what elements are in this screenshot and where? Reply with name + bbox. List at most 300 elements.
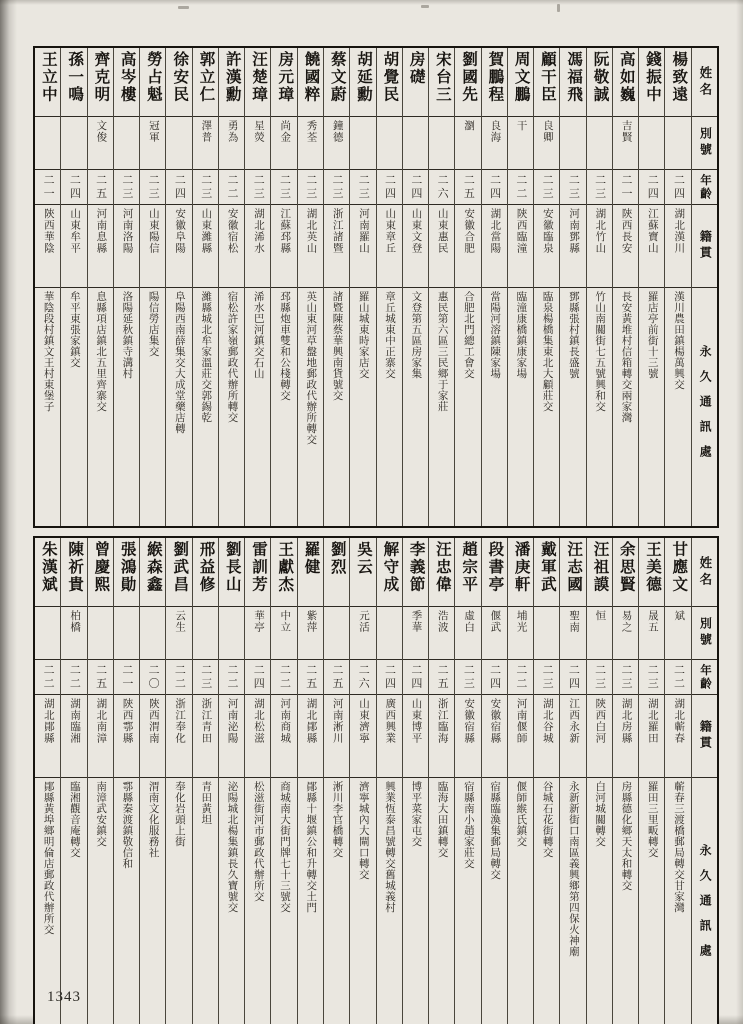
person-age: 二二 bbox=[514, 173, 527, 201]
person-native: 湖北竹山 bbox=[594, 208, 606, 254]
person-alias-cell bbox=[166, 607, 191, 660]
person-age-cell bbox=[114, 170, 139, 205]
person-native-cell bbox=[429, 205, 454, 288]
person-alias-cell bbox=[665, 607, 690, 660]
person-age-cell bbox=[245, 660, 270, 695]
person-alias: 虛白 bbox=[463, 610, 475, 633]
register-header-column bbox=[691, 48, 717, 526]
header-address-label: 永久通訊處 bbox=[698, 843, 713, 969]
person-alias-cell bbox=[377, 607, 402, 660]
person-native-cell bbox=[245, 695, 270, 778]
person-name-cell bbox=[455, 538, 480, 607]
person-column bbox=[165, 538, 191, 1024]
person-age-cell bbox=[271, 170, 296, 205]
person-column bbox=[297, 48, 323, 526]
person-native: 湖北松滋 bbox=[252, 698, 264, 744]
person-address-cell bbox=[482, 288, 507, 526]
person-native-cell bbox=[298, 695, 323, 778]
person-address: 英山東河草盤地郵政代辦所轉交 bbox=[305, 291, 317, 445]
header-native-cell bbox=[692, 695, 717, 778]
person-alias: 瀏 bbox=[463, 120, 475, 132]
person-age: 二四 bbox=[173, 173, 186, 201]
person-address: 濟寧城內大閘口轉交 bbox=[357, 781, 369, 880]
scan-speckle bbox=[421, 5, 429, 8]
person-address-cell bbox=[455, 778, 480, 1024]
person-name-cell bbox=[613, 48, 638, 117]
person-name-cell bbox=[639, 48, 664, 117]
person-age: 二五 bbox=[304, 663, 317, 691]
person-address-cell bbox=[587, 778, 612, 1024]
person-age-cell bbox=[560, 170, 585, 205]
person-alias-cell bbox=[35, 607, 60, 660]
person-address-cell bbox=[271, 288, 296, 526]
person-alias-cell bbox=[193, 117, 218, 170]
person-name-cell bbox=[482, 48, 507, 117]
person-age-cell bbox=[587, 170, 612, 205]
person-address: 房縣德化鄉天太和轉交 bbox=[620, 781, 632, 891]
header-name-cell bbox=[692, 48, 717, 117]
person-native: 安徽阜陽 bbox=[174, 208, 186, 254]
person-address: 淅川李官橋轉交 bbox=[331, 781, 343, 858]
person-alias: 柏橋 bbox=[69, 610, 81, 633]
person-address-cell bbox=[560, 778, 585, 1024]
person-alias-cell bbox=[88, 117, 113, 170]
person-age-cell bbox=[35, 170, 60, 205]
person-age: 二三 bbox=[541, 663, 554, 691]
person-name-cell bbox=[560, 538, 585, 607]
person-address-cell bbox=[35, 288, 60, 526]
person-age-cell bbox=[140, 170, 165, 205]
person-age-cell bbox=[61, 660, 86, 695]
person-age-cell bbox=[482, 170, 507, 205]
person-native-cell bbox=[298, 205, 323, 288]
person-name: 解守成 bbox=[381, 541, 399, 594]
person-address: 臨泉楊橋集東北大顧莊交 bbox=[541, 291, 553, 412]
person-name-cell bbox=[377, 538, 402, 607]
person-alias-cell bbox=[403, 607, 428, 660]
person-name: 錢振中 bbox=[643, 51, 661, 104]
person-native-cell bbox=[114, 205, 139, 288]
person-name-cell bbox=[665, 48, 690, 117]
person-age-cell bbox=[324, 660, 349, 695]
person-native: 河南息縣 bbox=[95, 208, 107, 254]
person-native-cell bbox=[324, 695, 349, 778]
person-native: 浙江臨海 bbox=[436, 698, 448, 744]
person-native-cell bbox=[166, 205, 191, 288]
person-alias-cell bbox=[114, 117, 139, 170]
person-native-cell bbox=[193, 205, 218, 288]
person-alias-cell bbox=[140, 607, 165, 660]
person-alias-cell bbox=[298, 117, 323, 170]
person-age: 二五 bbox=[94, 173, 107, 201]
person-alias: 良卿 bbox=[541, 120, 553, 143]
person-name: 齊克明 bbox=[92, 51, 110, 104]
person-native: 湖北漢川 bbox=[673, 208, 685, 254]
person-age-cell bbox=[193, 170, 218, 205]
person-alias-cell bbox=[639, 607, 664, 660]
person-alias: 文俊 bbox=[95, 120, 107, 143]
person-name: 汪祖謨 bbox=[591, 541, 609, 594]
person-name: 勞占魁 bbox=[144, 51, 162, 104]
scan-edge-top bbox=[0, 0, 743, 5]
person-column bbox=[297, 538, 323, 1024]
person-column bbox=[323, 48, 349, 526]
person-age: 二四 bbox=[383, 173, 396, 201]
person-name-cell bbox=[560, 48, 585, 117]
person-name: 劉武昌 bbox=[171, 541, 189, 594]
person-name-cell bbox=[166, 48, 191, 117]
person-alias-cell bbox=[455, 607, 480, 660]
person-address-cell bbox=[140, 288, 165, 526]
person-name: 曾慶熙 bbox=[92, 541, 110, 594]
person-address: 華陰段村鎮文王村東堡子 bbox=[42, 291, 54, 412]
person-column bbox=[533, 538, 559, 1024]
person-column bbox=[87, 538, 113, 1024]
person-native-cell bbox=[88, 695, 113, 778]
person-address: 蘄春三渡橋郵局轉交甘家灣 bbox=[672, 781, 684, 913]
person-name: 趙宗平 bbox=[460, 541, 478, 594]
person-alias-cell bbox=[455, 117, 480, 170]
person-age-cell bbox=[455, 170, 480, 205]
person-age: 二四 bbox=[252, 663, 265, 691]
person-native-cell bbox=[534, 205, 559, 288]
person-age-cell bbox=[560, 660, 585, 695]
person-name-cell bbox=[88, 48, 113, 117]
person-native-cell bbox=[350, 695, 375, 778]
scan-speckle bbox=[557, 4, 560, 12]
person-age-cell bbox=[665, 660, 690, 695]
person-alias-cell bbox=[350, 607, 375, 660]
person-column bbox=[218, 48, 244, 526]
person-address: 諸暨陳蔡華興南貨號交 bbox=[331, 291, 343, 401]
person-age: 二四 bbox=[567, 663, 580, 691]
person-alias: 偃武 bbox=[489, 610, 501, 633]
person-age: 二二 bbox=[68, 663, 81, 691]
person-name-cell bbox=[403, 538, 428, 607]
header-alias-label: 別號 bbox=[698, 127, 713, 159]
person-name-cell bbox=[219, 538, 244, 607]
person-name-cell bbox=[350, 48, 375, 117]
person-address-cell bbox=[639, 288, 664, 526]
person-name-cell bbox=[534, 538, 559, 607]
person-native-cell bbox=[534, 695, 559, 778]
person-alias: 良海 bbox=[489, 120, 501, 143]
person-age-cell bbox=[166, 170, 191, 205]
person-column bbox=[376, 48, 402, 526]
person-age-cell bbox=[587, 660, 612, 695]
person-alias: 星熒 bbox=[252, 120, 264, 143]
person-column bbox=[270, 538, 296, 1024]
person-native: 湖北房縣 bbox=[620, 698, 632, 744]
person-alias-cell bbox=[403, 117, 428, 170]
person-alias: 中立 bbox=[279, 610, 291, 633]
person-name-cell bbox=[639, 538, 664, 607]
person-native-cell bbox=[403, 205, 428, 288]
person-age: 二四 bbox=[383, 663, 396, 691]
person-name: 潘庚軒 bbox=[512, 541, 530, 594]
person-name: 阮敬誠 bbox=[591, 51, 609, 104]
person-age: 二二 bbox=[225, 663, 238, 691]
person-address: 博平菜家屯交 bbox=[410, 781, 422, 847]
person-column bbox=[376, 538, 402, 1024]
person-age-cell bbox=[35, 660, 60, 695]
person-native-cell bbox=[508, 205, 533, 288]
header-age-label: 年齡 bbox=[699, 663, 712, 691]
person-column bbox=[192, 48, 218, 526]
person-native-cell bbox=[166, 695, 191, 778]
person-alias-cell bbox=[114, 607, 139, 660]
person-native: 陝西長安 bbox=[620, 208, 632, 254]
person-age: 二二 bbox=[278, 663, 291, 691]
person-native: 陝西臨潼 bbox=[515, 208, 527, 254]
person-native: 安徽宿縣 bbox=[463, 698, 475, 744]
person-alias: 干 bbox=[515, 120, 527, 132]
person-address-cell bbox=[613, 288, 638, 526]
person-address: 鄧縣張村鎮長盛號 bbox=[567, 291, 579, 379]
person-address-cell bbox=[166, 288, 191, 526]
person-name-cell bbox=[403, 48, 428, 117]
person-name-cell bbox=[429, 538, 454, 607]
person-name: 徐安民 bbox=[171, 51, 189, 104]
person-column bbox=[507, 48, 533, 526]
person-alias-cell bbox=[429, 117, 454, 170]
person-native-cell bbox=[219, 205, 244, 288]
person-address: 泌陽城北楊集鎮長久寶號交 bbox=[226, 781, 238, 913]
person-native-cell bbox=[271, 205, 296, 288]
person-column bbox=[454, 538, 480, 1024]
person-alias-cell bbox=[534, 607, 559, 660]
person-native: 山東惠民 bbox=[436, 208, 448, 254]
person-name: 余思賢 bbox=[617, 541, 635, 594]
header-age-cell bbox=[692, 660, 717, 695]
person-column bbox=[402, 48, 428, 526]
person-native-cell bbox=[35, 695, 60, 778]
person-native-cell bbox=[377, 205, 402, 288]
person-native: 湖北浠水 bbox=[252, 208, 264, 254]
header-native-label: 籍貫 bbox=[698, 720, 713, 752]
person-address-cell bbox=[245, 288, 270, 526]
person-native: 陝西華陰 bbox=[42, 208, 54, 254]
alumni-register-table bbox=[33, 46, 719, 1024]
person-alias: 華亭 bbox=[252, 610, 264, 633]
person-native-cell bbox=[245, 205, 270, 288]
person-alias: 鐘德 bbox=[331, 120, 343, 143]
person-age-cell bbox=[613, 660, 638, 695]
person-native-cell bbox=[61, 695, 86, 778]
person-address-cell bbox=[613, 778, 638, 1024]
person-native: 江蘇邳縣 bbox=[279, 208, 291, 254]
person-name-cell bbox=[665, 538, 690, 607]
person-name: 胡覺民 bbox=[381, 51, 399, 104]
register-section-top bbox=[33, 46, 719, 528]
person-column bbox=[664, 48, 690, 526]
person-native-cell bbox=[587, 695, 612, 778]
person-address-cell bbox=[377, 778, 402, 1024]
person-age-cell bbox=[219, 660, 244, 695]
person-name-cell bbox=[298, 538, 323, 607]
person-native-cell bbox=[377, 695, 402, 778]
person-alias-cell bbox=[324, 607, 349, 660]
person-native-cell bbox=[324, 205, 349, 288]
person-address: 息縣項店鎮北五里齊寨交 bbox=[95, 291, 107, 412]
person-name-cell bbox=[245, 48, 270, 117]
person-address-cell bbox=[350, 288, 375, 526]
person-address-cell bbox=[665, 288, 690, 526]
person-name-cell bbox=[114, 538, 139, 607]
person-address-cell bbox=[166, 778, 191, 1024]
person-address-cell bbox=[298, 288, 323, 526]
person-native: 浙江青田 bbox=[200, 698, 212, 744]
scan-speckle bbox=[178, 6, 189, 9]
person-alias-cell bbox=[560, 117, 585, 170]
person-address: 宿縣南小趙家莊交 bbox=[462, 781, 474, 869]
person-age-cell bbox=[193, 660, 218, 695]
person-name: 劉長山 bbox=[223, 541, 241, 594]
person-age: 二三 bbox=[646, 663, 659, 691]
person-column bbox=[481, 48, 507, 526]
person-alias-cell bbox=[324, 117, 349, 170]
person-native: 安徽宿縣 bbox=[489, 698, 501, 744]
person-column bbox=[428, 538, 454, 1024]
person-name: 馮福飛 bbox=[565, 51, 583, 104]
person-address-cell bbox=[61, 778, 86, 1024]
person-age-cell bbox=[508, 660, 533, 695]
person-address-cell bbox=[508, 288, 533, 526]
person-column bbox=[244, 48, 270, 526]
person-native-cell bbox=[61, 205, 86, 288]
person-age-cell bbox=[377, 660, 402, 695]
person-address-cell bbox=[534, 288, 559, 526]
person-address: 松滋街河市郵政代辦所交 bbox=[252, 781, 264, 902]
person-column bbox=[87, 48, 113, 526]
person-address-cell bbox=[298, 778, 323, 1024]
person-address-cell bbox=[665, 778, 690, 1024]
person-age-cell bbox=[88, 660, 113, 695]
person-native: 陝西鄠縣 bbox=[121, 698, 133, 744]
person-alias-cell bbox=[639, 117, 664, 170]
person-age: 二六 bbox=[357, 663, 370, 691]
person-native: 山東文登 bbox=[410, 208, 422, 254]
person-age: 二四 bbox=[488, 663, 501, 691]
person-address: 陽信勞店集交 bbox=[147, 291, 159, 357]
scan-gutter-shadow bbox=[0, 0, 17, 1024]
person-address: 白河城關轉交 bbox=[594, 781, 606, 847]
person-age: 二二 bbox=[514, 663, 527, 691]
person-column bbox=[113, 48, 139, 526]
person-name: 劉烈 bbox=[328, 541, 346, 576]
person-address-cell bbox=[271, 778, 296, 1024]
person-name: 王立中 bbox=[39, 51, 57, 104]
person-age: 二三 bbox=[304, 173, 317, 201]
person-column bbox=[612, 48, 638, 526]
person-native: 山東博平 bbox=[410, 698, 422, 744]
header-address-cell bbox=[692, 288, 717, 526]
person-age: 二三 bbox=[199, 173, 212, 201]
person-native-cell bbox=[482, 205, 507, 288]
person-alias-cell bbox=[508, 607, 533, 660]
person-age: 二四 bbox=[68, 173, 81, 201]
person-name: 雷訓芳 bbox=[249, 541, 267, 594]
person-address: 臨潼康橋鎮康家場 bbox=[515, 291, 527, 379]
person-name-cell bbox=[298, 48, 323, 117]
person-native: 安徽臨泉 bbox=[541, 208, 553, 254]
person-alias: 冠軍 bbox=[147, 120, 159, 143]
person-age-cell bbox=[534, 170, 559, 205]
person-name: 王美德 bbox=[643, 541, 661, 594]
person-address-cell bbox=[35, 778, 60, 1024]
person-address-cell bbox=[403, 288, 428, 526]
person-native: 湖北谷城 bbox=[541, 698, 553, 744]
person-native: 湖北英山 bbox=[305, 208, 317, 254]
person-address-cell bbox=[114, 288, 139, 526]
person-address: 牟平東張家鎮交 bbox=[68, 291, 80, 368]
person-address: 洛陽延秋鎮寺溝村 bbox=[121, 291, 133, 379]
person-column bbox=[481, 538, 507, 1024]
person-age: 二三 bbox=[252, 173, 265, 201]
person-name-cell bbox=[61, 538, 86, 607]
person-name-cell bbox=[377, 48, 402, 117]
person-alias: 紫萍 bbox=[305, 610, 317, 633]
person-address-cell bbox=[193, 288, 218, 526]
person-native-cell bbox=[219, 695, 244, 778]
person-native-cell bbox=[508, 695, 533, 778]
person-address-cell bbox=[350, 778, 375, 1024]
person-column bbox=[638, 538, 664, 1024]
person-name: 孫一鳴 bbox=[66, 51, 84, 104]
person-address: 章丘城東中正寨交 bbox=[384, 291, 396, 379]
person-address: 文登第五區房家集 bbox=[410, 291, 422, 379]
person-age-cell bbox=[298, 660, 323, 695]
person-native: 陝西渭南 bbox=[147, 698, 159, 744]
person-column bbox=[507, 538, 533, 1024]
person-name: 汪楚璋 bbox=[249, 51, 267, 104]
person-native: 河南鄧縣 bbox=[568, 208, 580, 254]
person-name: 高如巍 bbox=[617, 51, 635, 104]
person-name: 饒國粹 bbox=[302, 51, 320, 104]
person-age-cell bbox=[403, 170, 428, 205]
person-age: 二一 bbox=[619, 173, 632, 201]
person-address: 羅店亭前街十三號 bbox=[646, 291, 658, 379]
person-address-cell bbox=[193, 778, 218, 1024]
person-name-cell bbox=[324, 538, 349, 607]
person-name: 甘應文 bbox=[670, 541, 688, 594]
person-native-cell bbox=[193, 695, 218, 778]
person-address: 青田黃坦 bbox=[200, 781, 212, 825]
person-column bbox=[559, 48, 585, 526]
person-column bbox=[664, 538, 690, 1024]
person-name-cell bbox=[587, 538, 612, 607]
person-age-cell bbox=[298, 170, 323, 205]
person-column bbox=[349, 48, 375, 526]
person-name: 段書亭 bbox=[486, 541, 504, 594]
person-address: 宿松許家嶺郵政代辦所轉交 bbox=[226, 291, 238, 423]
person-age-cell bbox=[403, 660, 428, 695]
person-address-cell bbox=[534, 778, 559, 1024]
person-name-cell bbox=[140, 48, 165, 117]
person-native-cell bbox=[665, 695, 690, 778]
person-alias: 尚金 bbox=[279, 120, 291, 143]
person-name: 王獻杰 bbox=[276, 541, 294, 594]
person-native-cell bbox=[35, 205, 60, 288]
person-name-cell bbox=[35, 538, 60, 607]
person-name-cell bbox=[534, 48, 559, 117]
person-address: 濰縣城北牟家溫莊交郭錫乾 bbox=[200, 291, 212, 423]
person-alias-cell bbox=[271, 117, 296, 170]
person-alias-cell bbox=[219, 607, 244, 660]
person-column bbox=[165, 48, 191, 526]
person-address-cell bbox=[324, 288, 349, 526]
person-native: 江西永新 bbox=[568, 698, 580, 744]
